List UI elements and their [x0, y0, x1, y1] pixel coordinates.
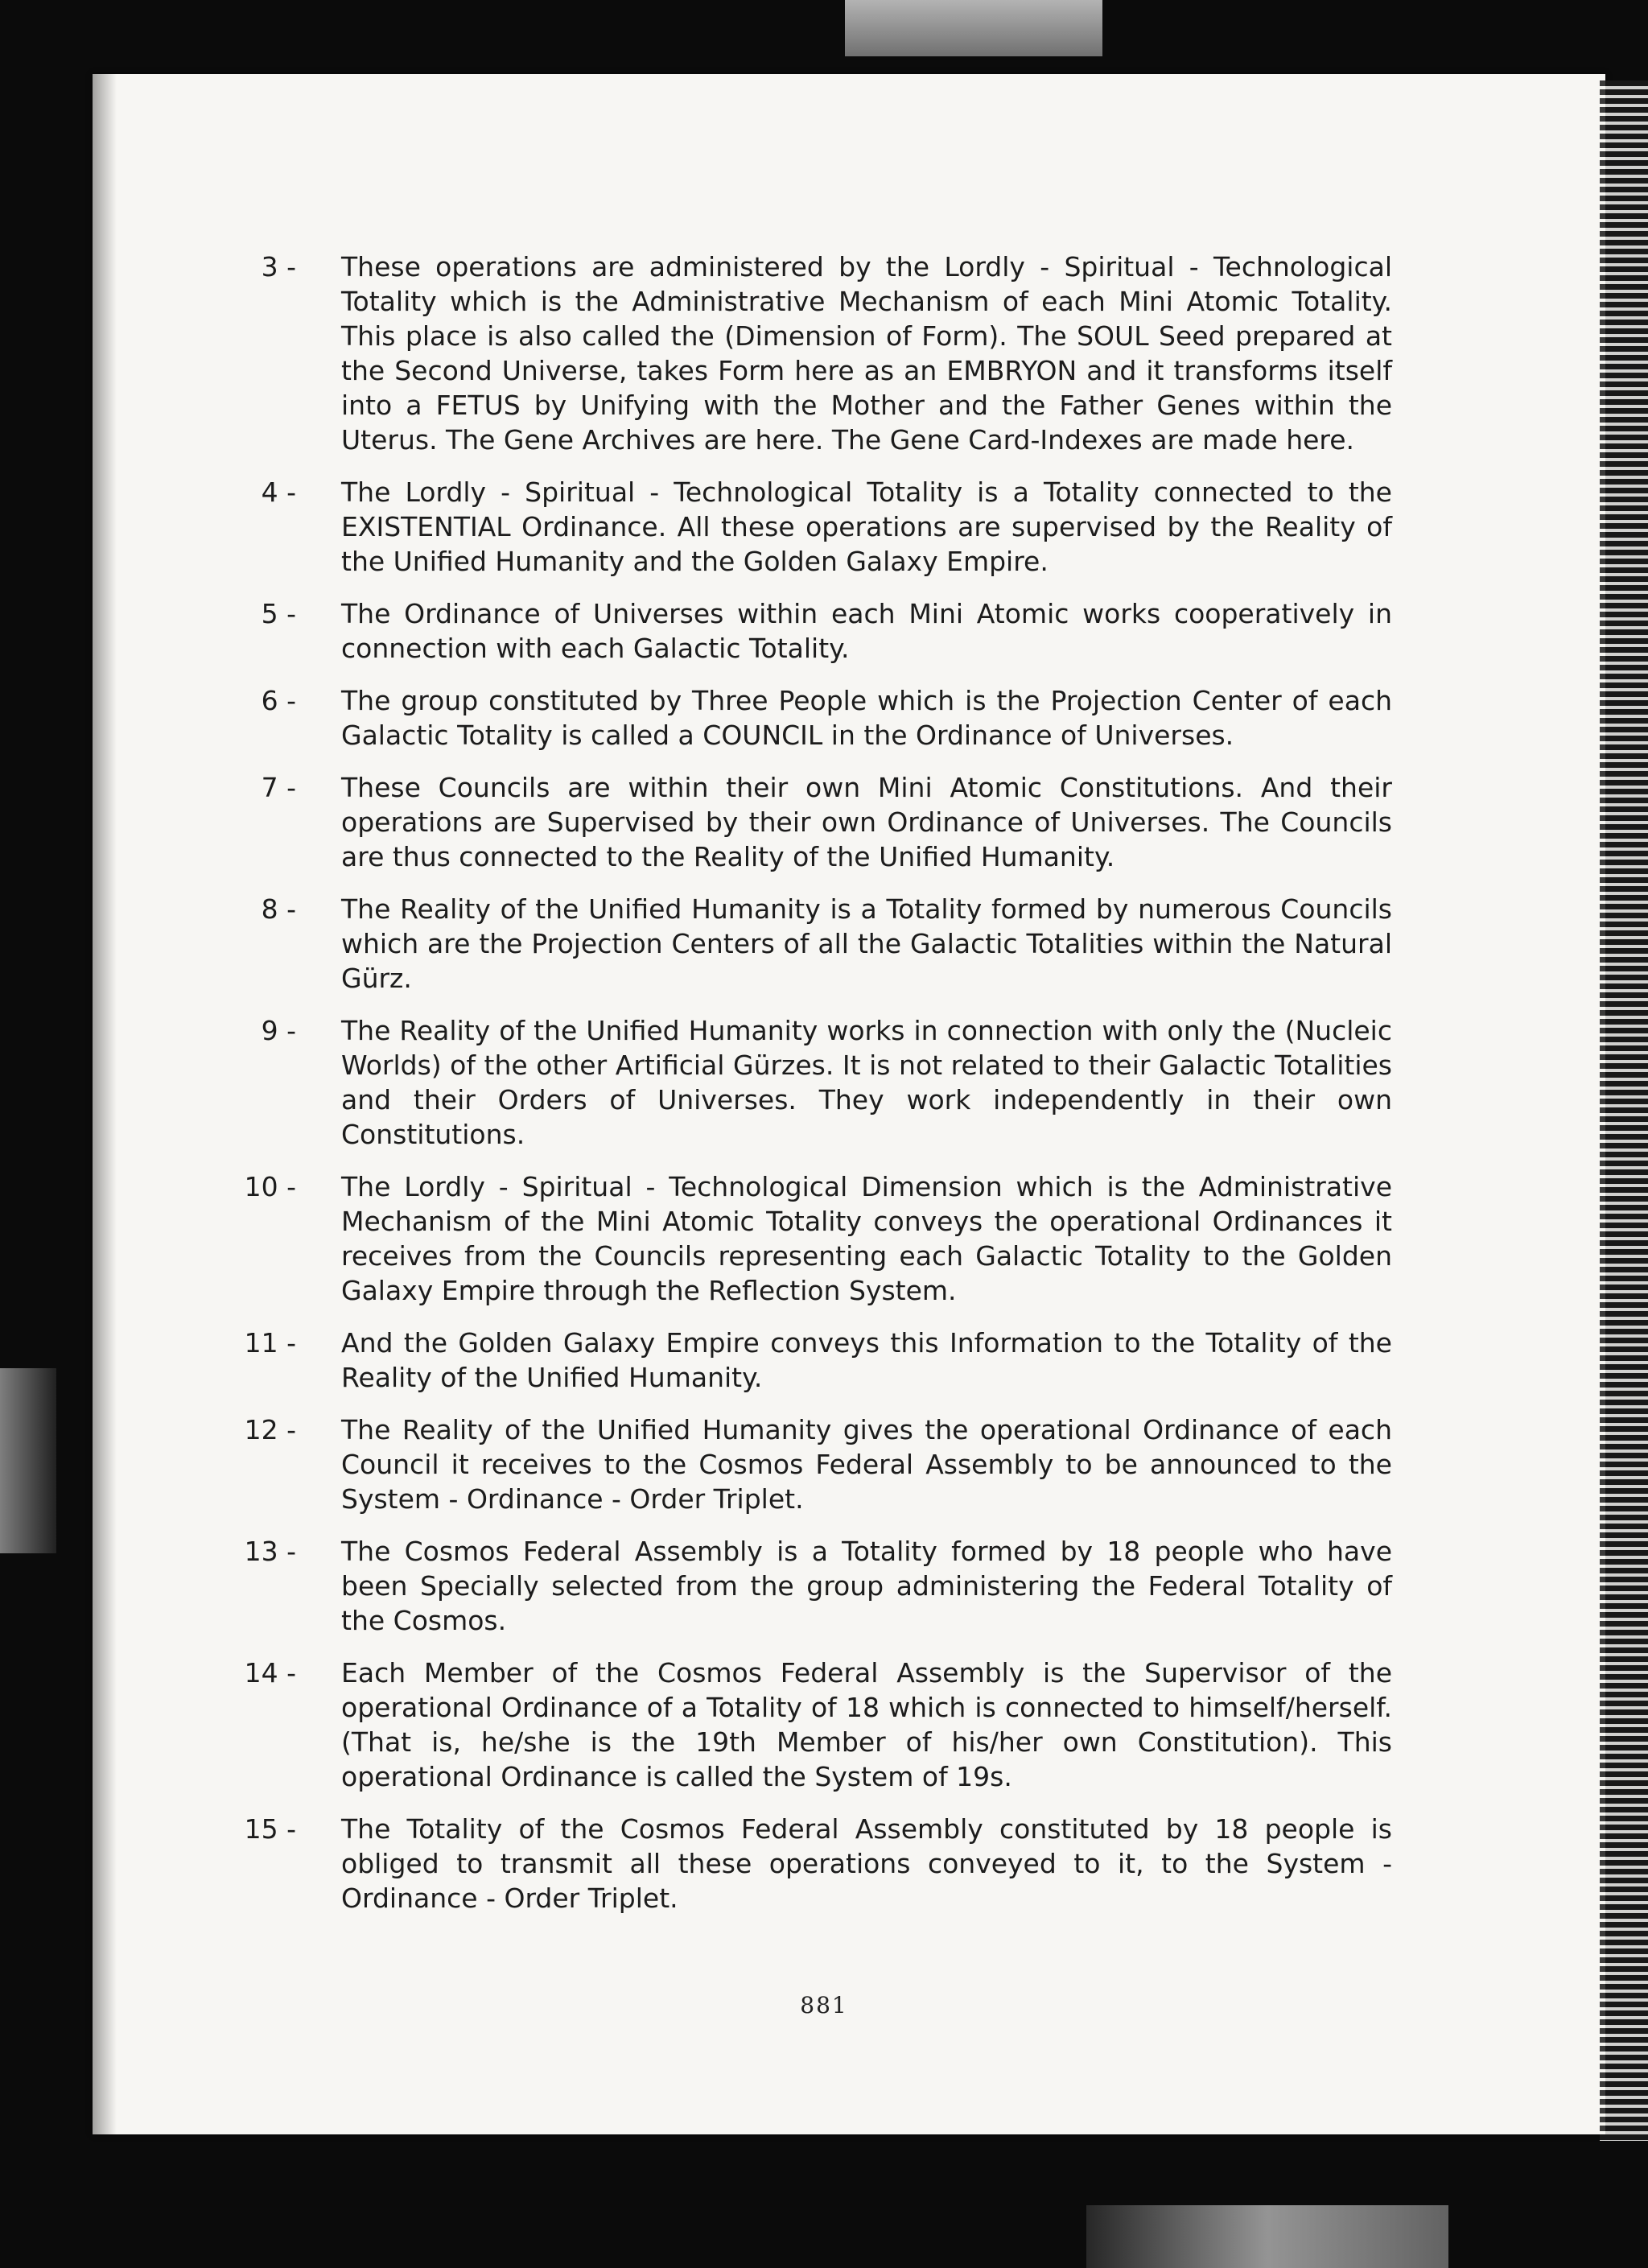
item-number: 10 - [244, 1171, 296, 1202]
item-number: 7 - [261, 772, 296, 803]
list-item [241, 1169, 1392, 1308]
page-edge-right [1600, 80, 1648, 2141]
list-item [241, 1656, 1392, 1794]
item-text: The Reality of the Unified Humanity gives the operational Ordinance of each Council it receives to the Cosmos Federal Assembly to be announced to the System - Ordinance - Order Triplet. [341, 1414, 1392, 1515]
item-text: The Ordinance of Universes within each Mini Atomic works cooperatively in connection with each Galactic Totality. [341, 598, 1392, 664]
item-text: The Totality of the Cosmos Federal Assembly constituted by 18 people is obliged to transmit all these operations conveyed to it, to the System - Ordinance - Order Triplet. [341, 1813, 1392, 1914]
item-text: And the Golden Galaxy Empire conveys this Information to the Totality of the Reality of the Unified Humanity. [341, 1327, 1392, 1393]
list-item [241, 770, 1392, 874]
item-number: 6 - [261, 685, 296, 716]
scan-glare-left [0, 1368, 56, 1553]
item-text: The group constituted by Three People which is the Projection Center of each Galactic Totality is called a COUNCIL in the Ordinance of Universes. [341, 685, 1392, 751]
item-text: Each Member of the Cosmos Federal Assembly is the Supervisor of the operational Ordinance of a Totality of 18 which is connected to himself/herself. (That is, he/she is the 19th Member of his/her own Constitution). This operational Ordinance is called the System of 19s. [341, 1657, 1392, 1792]
item-number: 12 - [244, 1414, 296, 1445]
list-item [241, 1412, 1392, 1516]
list-item [241, 683, 1392, 753]
list-item [241, 1326, 1392, 1395]
list-item [241, 1013, 1392, 1152]
numbered-list [241, 249, 1392, 1933]
item-number: 4 - [261, 476, 296, 508]
item-number: 3 - [261, 251, 296, 282]
item-number: 15 - [244, 1813, 296, 1845]
item-number: 8 - [261, 893, 296, 925]
list-item [241, 892, 1392, 996]
list-item [241, 1812, 1392, 1915]
list-item [241, 1534, 1392, 1638]
item-text: These operations are administered by the Lordly - Spiritual - Technological Totality which is the Administrative Mechanism of each Mini Atomic Totality. This place is also called the (Dimension of Form). The SOUL Seed prepared at the Second Universe, takes Form here as an EMBRYON and it transforms itself into a FETUS by Unifying with the Mother and the Father Genes within the Uterus. The Gene Archives are here. The Gene Card-Indexes are made here. [341, 251, 1392, 456]
item-number: 11 - [244, 1327, 296, 1359]
item-number: 5 - [261, 598, 296, 629]
list-item [241, 596, 1392, 666]
item-text: These Councils are within their own Mini Atomic Constitutions. And their operations are Supervised by their own Ordinance of Universes. The Councils are thus connected to the Reality of the Unified Humanity. [341, 772, 1392, 872]
list-item [241, 475, 1392, 579]
list-item [241, 249, 1392, 457]
page-spine-shadow [93, 74, 117, 2134]
item-number: 14 - [244, 1657, 296, 1689]
item-text: The Lordly - Spiritual - Technological Totality is a Totality connected to the EXISTENTIAL Ordinance. All these operations are supervised by the Reality of the Unified Humanity and the Golden Galaxy Empire. [341, 476, 1392, 577]
scan-glare-top [845, 0, 1102, 56]
item-number: 9 - [261, 1015, 296, 1046]
item-text: The Reality of the Unified Humanity works in connection with only the (Nucleic Worlds) of the other Artificial Gürzes. It is not related to their Galactic Totalities and their Orders of Universes. They work independently in their own Constitutions. [341, 1015, 1392, 1150]
item-number: 13 - [244, 1536, 296, 1567]
item-text: The Lordly - Spiritual - Technological Dimension which is the Administrative Mechanism of the Mini Atomic Totality conveys the operational Ordinances it receives from the Councils representing each Galactic Totality to the Golden Galaxy Empire through the Reflection System. [341, 1171, 1392, 1306]
item-text: The Reality of the Unified Humanity is a Totality formed by numerous Councils which are the Projection Centers of all the Galactic Totalities within the Natural Gürz. [341, 893, 1392, 994]
item-text: The Cosmos Federal Assembly is a Totality formed by 18 people who have been Specially selected from the group administering the Federal Totality of the Cosmos. [341, 1536, 1392, 1636]
scan-glare-bottom [1086, 2205, 1448, 2268]
page-number: 881 [800, 1992, 848, 2019]
